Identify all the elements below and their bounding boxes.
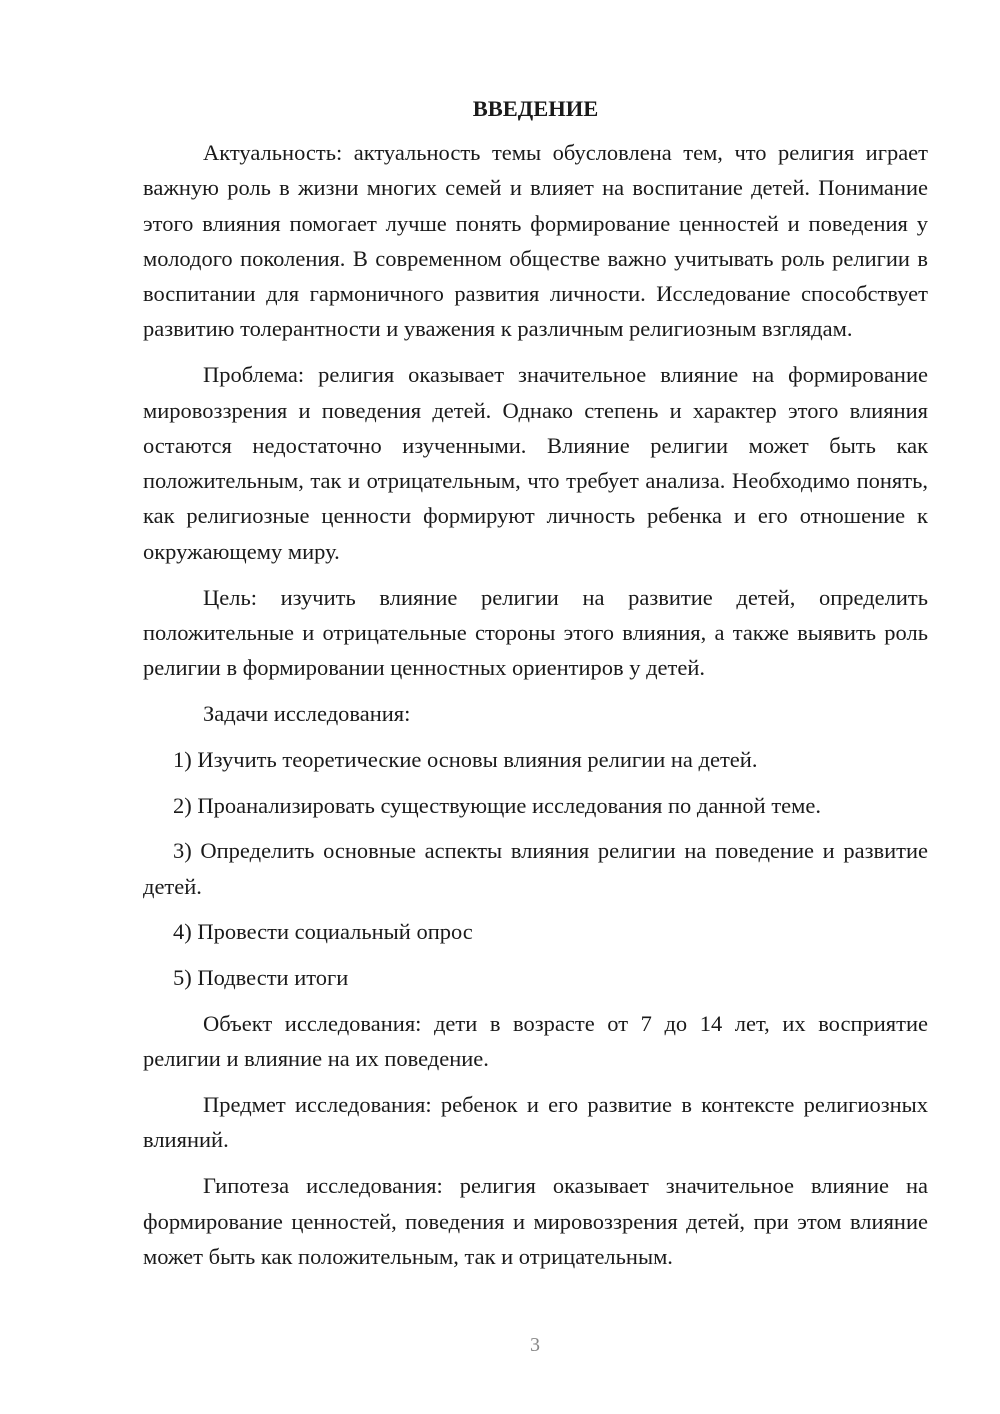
- task-item-3: 3) Определить основные аспекты влияния религии на поведение и развитие детей.: [143, 838, 928, 899]
- task-item-5: 5) Подвести итоги: [173, 965, 349, 991]
- goal-paragraph: Цель: изучить влияние религии на развитие детей, определить положительные и отрицательные стороны этого влияния, а также выявить роль религии в формировании ценностных ориентиров у детей.: [143, 584, 928, 681]
- problem-paragraph: Проблема: религия оказывает значительное влияние на формирование мировоззрения и поведения детей. Однако степень и характер этого влияния остаются недостаточно изученными. Влияние религии может быть как положительным, так и отрицательным, что требует анализа. Необходимо понять, как религиозные ценности формируют личность ребенка и его отношение к окружающему миру.: [143, 362, 928, 564]
- relevance-paragraph: Актуальность: актуальность темы обусловлена тем, что религия играет важную роль в жизни многих семей и влияет на воспитание детей. Понимание этого влияния помогает лучше понять формирование ценностей и поведения у молодого поколения. В современном обществе важно учитывать роль религии в воспитании для гармоничного развития личности. Исследование способствует развитию толерантности и уважения к различным религиозным взглядам.: [143, 140, 928, 342]
- page-title: ВВЕДЕНИЕ: [472, 96, 599, 121]
- page-number: 3: [530, 1334, 540, 1356]
- page-content: [143, 88, 928, 1285]
- task-item-4: 4) Провести социальный опрос: [173, 919, 473, 945]
- hypothesis-paragraph: Гипотеза исследования: религия оказывает значительное влияние на формирование ценностей, поведения и мировоззрения детей, при этом влияние может быть как положительным, так и отрицательным.: [143, 1173, 928, 1269]
- task-item-1: 1) Изучить теоретические основы влияния религии на детей.: [173, 746, 758, 772]
- tasks-heading: Задачи исследования:: [203, 700, 411, 726]
- object-paragraph: Объект исследования: дети в возрасте от 7 до 14 лет, их восприятие религии и влияние на их поведение.: [143, 1011, 928, 1072]
- subject-paragraph: Предмет исследования: ребенок и его развитие в контексте религиозных влияний.: [143, 1092, 928, 1153]
- task-item-2: 2) Проанализировать существующие исследования по данной теме.: [173, 792, 822, 818]
